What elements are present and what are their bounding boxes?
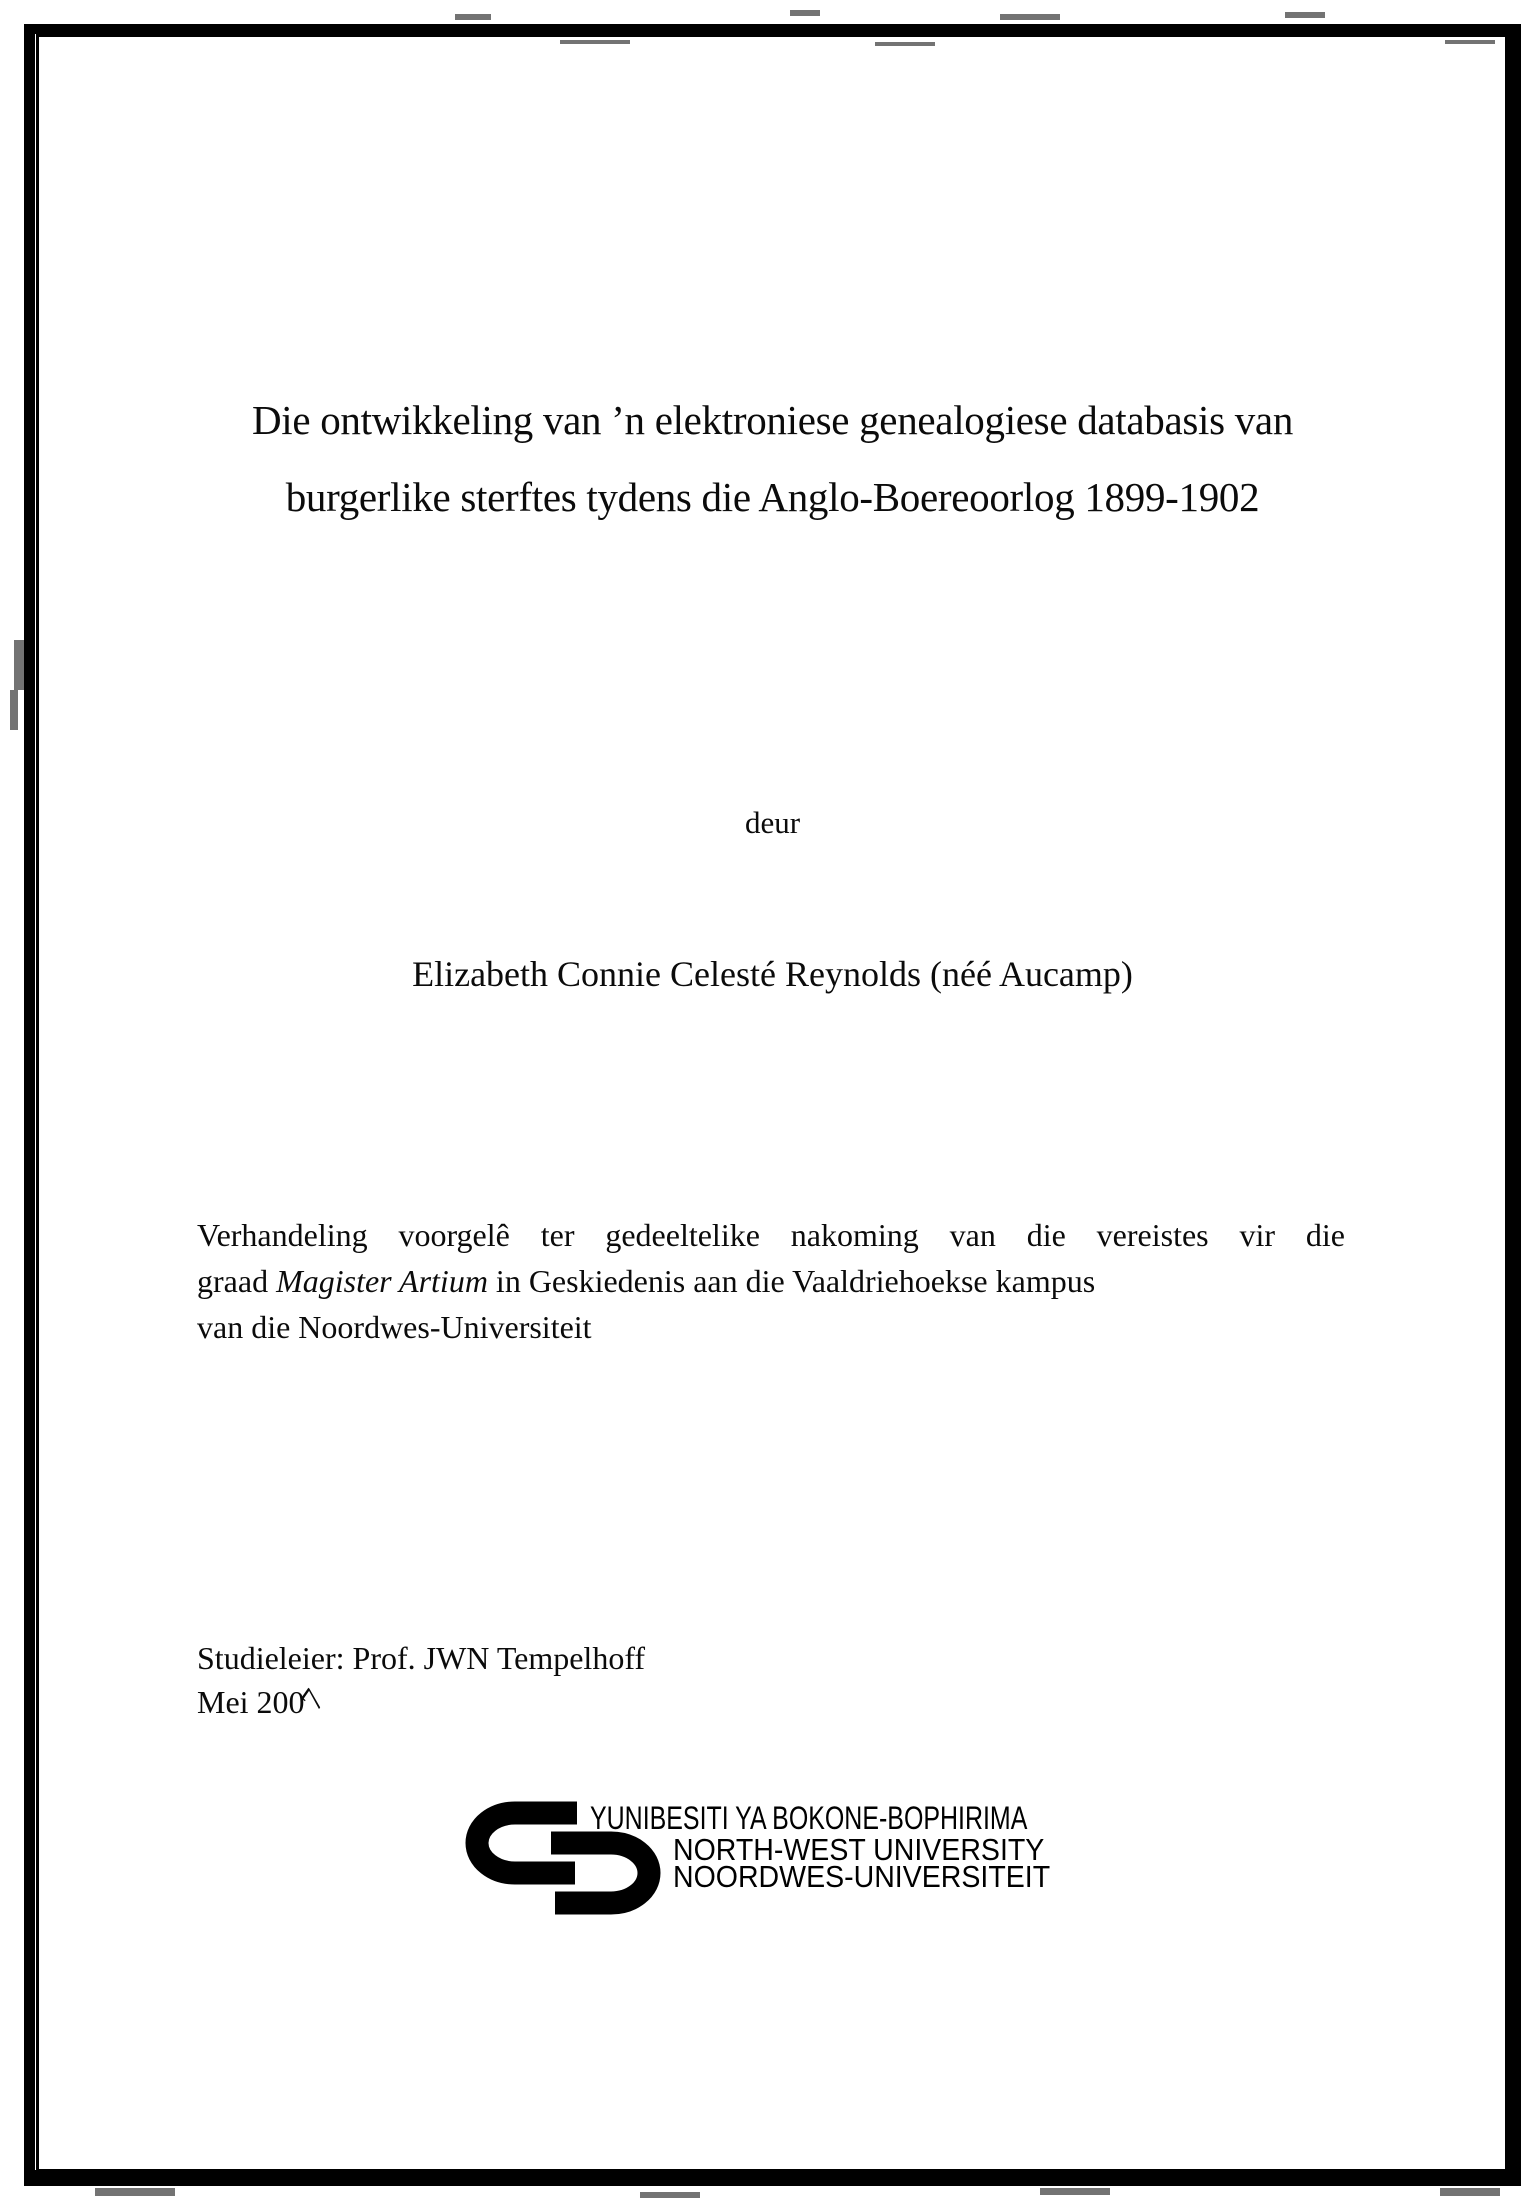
byline: deur — [744, 805, 801, 840]
date-final-digit: 7 — [292, 1682, 332, 1717]
degree-name-italic: Magister Artium — [276, 1263, 488, 1299]
degree-statement — [197, 1212, 1345, 1350]
degree-statement-line-2-suffix: in Geskiedenis aan die Vaaldriehoekse kampus — [487, 1263, 1096, 1299]
scan-artifact — [455, 14, 491, 20]
scan-artifact — [1285, 12, 1325, 18]
degree-statement-line-2-prefix: graad — [197, 1263, 277, 1299]
scan-artifact — [1040, 2188, 1110, 2195]
logo-text-line-3: NOORDWES-UNIVERSITEIT — [673, 1859, 1051, 1894]
logo-text-line-2: NORTH-WEST UNIVERSITY — [673, 1832, 1045, 1867]
university-logo — [463, 1801, 1143, 1921]
degree-statement-line-1: Verhandeling voorgelê ter gedeeltelike nakoming van die vereistes vir die — [197, 1217, 1345, 1253]
scan-artifact — [14, 640, 24, 690]
supervisor-line: Studieleier: Prof. JWN Tempelhoff — [197, 1640, 646, 1676]
date-prefix: Mei 200 — [197, 1684, 305, 1720]
scan-artifact — [10, 690, 18, 730]
scan-artifact — [790, 10, 820, 16]
scan-artifact — [1440, 2188, 1500, 2196]
scan-artifact — [1000, 14, 1060, 20]
degree-statement-line-3: van die Noordwes-Universiteit — [197, 1309, 592, 1345]
thesis-title-line-2: burgerlike sterftes tydens die Anglo-Boereoorlog 1899-1902 — [285, 474, 1260, 520]
scan-artifact — [95, 2188, 175, 2196]
scan-artifact — [640, 2192, 700, 2198]
author-name: Elizabeth Connie Celesté Reynolds (néé Aucamp) — [412, 954, 1133, 994]
logo-text-line-1: YUNIBESITI YA BOKONE-BOPHIRIMA — [590, 1800, 1028, 1836]
degree-statement-line-2 — [197, 1258, 1345, 1304]
date-line — [197, 1682, 332, 1722]
thesis-title-line-1: Die ontwikkeling van ’n elektroniese genealogiese databasis van — [251, 397, 1294, 443]
